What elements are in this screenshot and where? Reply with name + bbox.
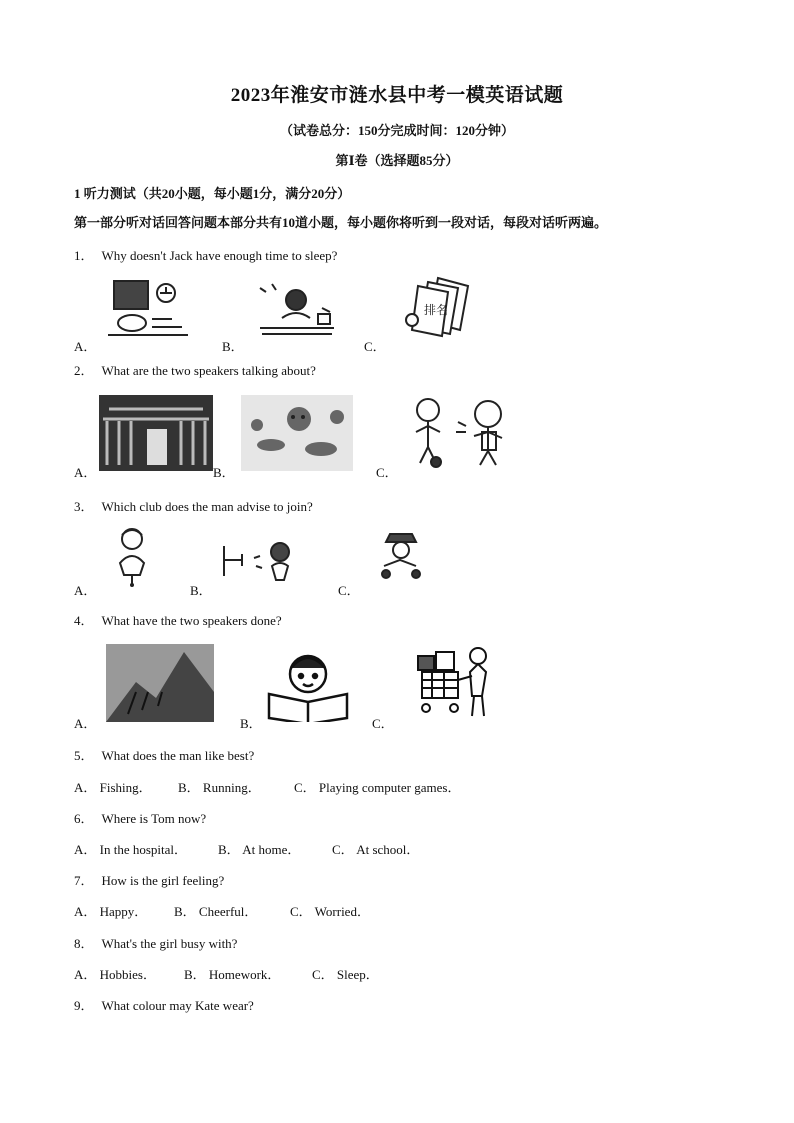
question-8 — [74, 933, 237, 952]
question-text: What are the two speakers talking about? — [101, 363, 316, 378]
question-number: 7． — [74, 873, 94, 888]
option-a[interactable]: A． Hobbies． — [74, 967, 156, 982]
part-heading: 第Ⅰ卷（选择题85分） — [335, 153, 459, 168]
option-b[interactable]: B． At home． — [218, 842, 301, 857]
question-text: Which club does the man advise to join? — [101, 499, 313, 514]
museum-picture — [99, 395, 213, 471]
option-b-label[interactable]: B． — [240, 716, 262, 731]
option-b[interactable]: B． Running． — [178, 780, 261, 795]
girl-singing-picture — [110, 525, 154, 587]
option-a[interactable]: A． Fishing． — [74, 780, 152, 795]
question-2 — [74, 360, 316, 379]
question-number: 2． — [74, 363, 94, 378]
option-a-label[interactable]: A． — [74, 339, 97, 354]
option-c[interactable]: C． Playing computer games． — [294, 780, 461, 795]
svg-text:排名: 排名 — [424, 303, 449, 317]
question-7 — [74, 870, 224, 889]
option-a-label[interactable]: A． — [74, 716, 97, 731]
question-text: Where is Tom now? — [101, 811, 207, 826]
question-number: 5． — [74, 748, 94, 763]
stack-of-papers-picture — [400, 272, 480, 340]
exam-info: （试卷总分：150分完成时间：120分钟） — [279, 123, 514, 138]
option-b-label[interactable]: B． — [190, 583, 212, 598]
question-number: 4． — [74, 613, 94, 628]
option-c[interactable]: C． Worried． — [290, 904, 370, 919]
question-3 — [74, 496, 313, 515]
question-5 — [74, 745, 254, 764]
question-4 — [74, 610, 282, 629]
option-b[interactable]: B． Cheerful． — [174, 904, 258, 919]
page-title: 2023年淮安市涟水县中考一模英语试题 — [230, 85, 564, 106]
question-1 — [74, 245, 337, 264]
boys-playing-picture — [402, 392, 522, 470]
question-text: What's the girl busy with? — [101, 936, 238, 951]
option-b-label[interactable]: B． — [213, 465, 235, 480]
boy-drawing-picture — [220, 540, 296, 584]
option-c[interactable]: C． Sleep． — [312, 967, 379, 982]
boy-with-cap-picture — [376, 530, 426, 586]
person-at-computer-picture — [102, 275, 192, 341]
option-b-label[interactable]: B． — [222, 339, 244, 354]
question-6 — [74, 808, 206, 827]
woman-shopping-picture — [402, 642, 498, 718]
option-c-label[interactable]: C． — [376, 465, 398, 480]
question-text: What have the two speakers done? — [101, 613, 282, 628]
option-a[interactable]: A． In the hospital． — [74, 842, 188, 857]
question-number: 8． — [74, 936, 94, 951]
option-c-label[interactable]: C． — [338, 583, 360, 598]
question-number: 9． — [74, 998, 94, 1013]
food-picture — [241, 395, 353, 471]
question-text: How is the girl feeling? — [101, 873, 225, 888]
question-9 — [74, 995, 254, 1014]
option-c[interactable]: C． At school． — [332, 842, 420, 857]
question-number: 1． — [74, 248, 94, 263]
question-number: 6． — [74, 811, 94, 826]
boy-reading-picture — [265, 650, 351, 722]
option-a-label[interactable]: A． — [74, 465, 97, 480]
section-heading: 1 听力测试（共20小题，每小题1分，满分20分） — [74, 186, 351, 201]
question-text: What colour may Kate wear? — [101, 998, 254, 1013]
option-b[interactable]: B． Homework． — [184, 967, 281, 982]
person-at-desk-picture — [252, 278, 342, 340]
question-text: Why doesn't Jack have enough time to sleep? — [101, 248, 338, 263]
question-text: What does the man like best? — [101, 748, 255, 763]
option-a-label[interactable]: A． — [74, 583, 97, 598]
question-number: 3． — [74, 499, 94, 514]
mountain-climbing-picture — [106, 644, 214, 722]
option-c-label[interactable]: C． — [372, 716, 394, 731]
option-a[interactable]: A． Happy． — [74, 904, 148, 919]
section-instruction: 第一部分听对话回答问题本部分共有10道小题，每小题你将听到一段对话，每段对话听两遍。 — [74, 215, 608, 230]
option-c-label[interactable]: C． — [364, 339, 386, 354]
